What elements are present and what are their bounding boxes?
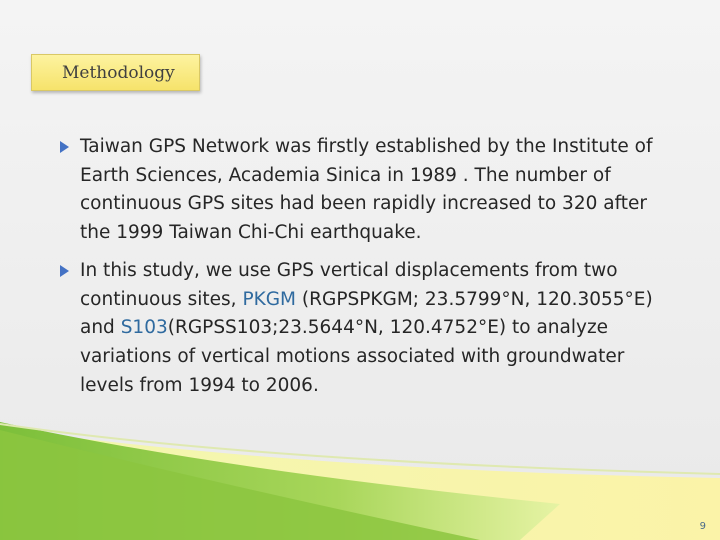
bullet-arrow-icon: [60, 265, 69, 277]
slide-title: Methodology: [62, 63, 175, 83]
highlighted-site-code: S103: [120, 317, 168, 339]
bullet-text: Taiwan GPS Network was firstly established by the Institute of Earth Sciences, Academia Sinica in 1989 . The number of continuous GPS sites had been rapidly increased to 320 after the 1999 Taiwan Chi-Chi earthquake.: [80, 136, 653, 244]
bullet-item: [60, 257, 680, 401]
bullet-text: (RGPSPKGM; 23.5799°N, 120.3055°E) and: [80, 288, 653, 339]
highlighted-site-code: PKGM: [242, 288, 297, 310]
title-box: [31, 54, 200, 91]
page-number: 9: [699, 521, 706, 532]
bullet-text: In this study, we use GPS vertical displacements from two continuous sites,: [80, 259, 618, 310]
bullet-text: (RGPSS103;23.5644°N, 120.4752°E) to analyze variations of vertical motions associated with groundwater levels from 1994 to 2006.: [80, 317, 625, 396]
bullet-arrow-icon: [60, 141, 69, 153]
bullet-list: [60, 133, 680, 409]
bullet-item: [60, 133, 680, 248]
